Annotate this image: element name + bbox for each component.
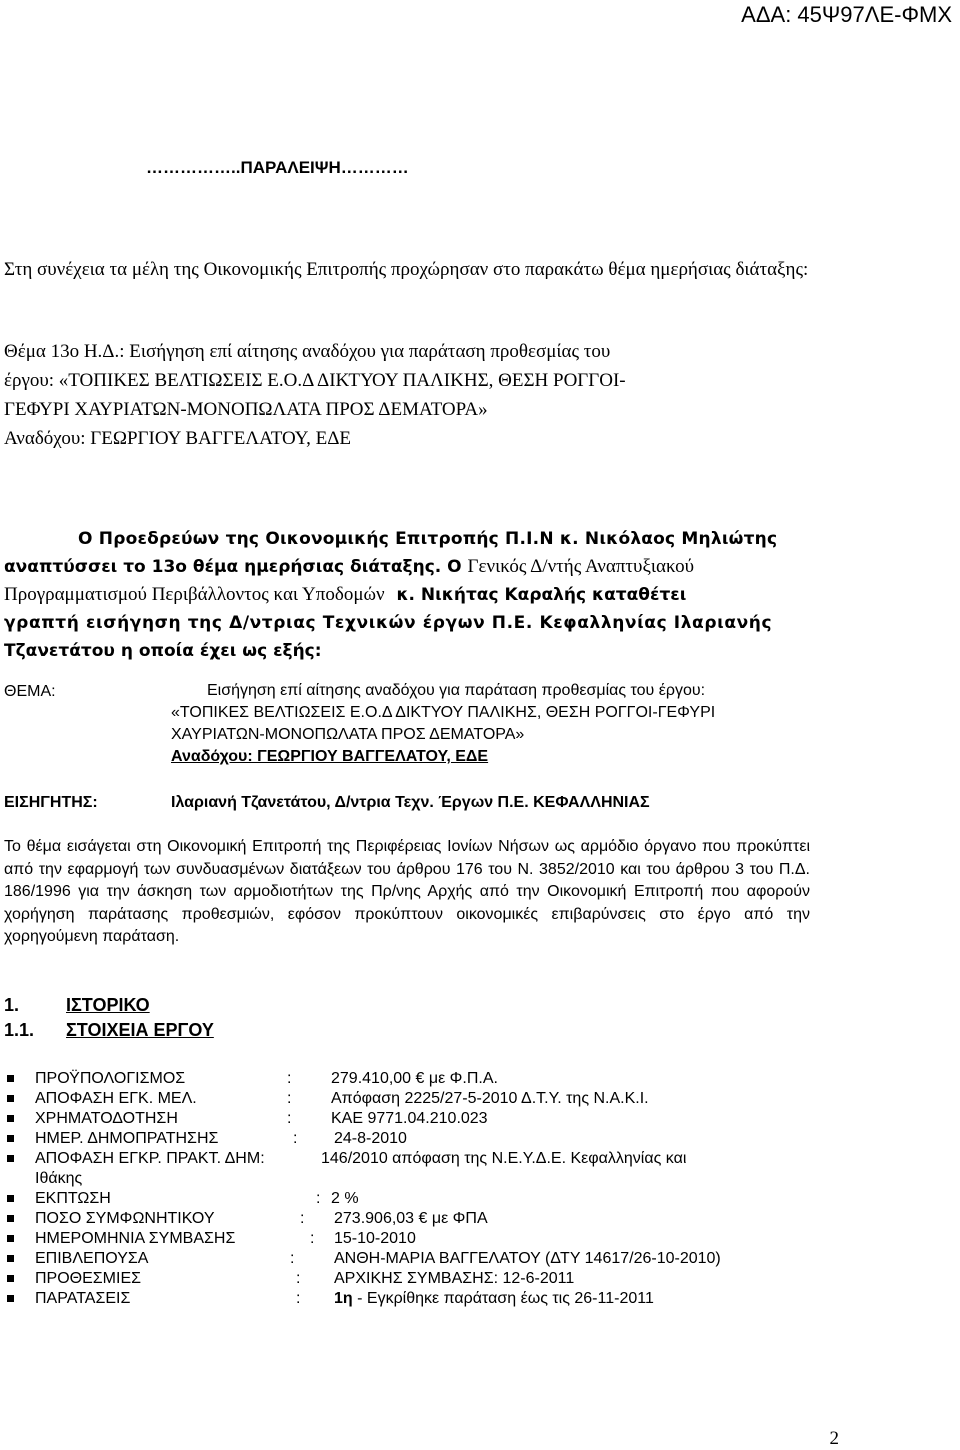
detail-label: ΕΠΙΒΛΕΠΟΥΣΑ bbox=[35, 1250, 149, 1267]
detail-value: ΚΑΕ 9771.04.210.023 bbox=[331, 1110, 488, 1127]
extension-number: 1η bbox=[334, 1290, 353, 1307]
detail-value: 279.410,00 € με Φ.Π.Α. bbox=[331, 1070, 498, 1087]
colon: : bbox=[316, 1190, 321, 1207]
extension-text: - Εγκρίθηκε παράταση έως τις 26-11-2011 bbox=[352, 1290, 654, 1307]
page-number: 2 bbox=[829, 1428, 839, 1449]
detail-value: 24-8-2010 bbox=[334, 1130, 407, 1147]
colon: : bbox=[296, 1290, 301, 1307]
section-title: ΙΣΤΟΡΙΚΟ bbox=[66, 995, 150, 1015]
colon: : bbox=[290, 1250, 295, 1267]
chair-text-serif: Προγραμματισμού Περιβάλλοντος και Υποδομών bbox=[4, 584, 385, 605]
bullet bbox=[7, 1275, 14, 1282]
section-number: 1. bbox=[4, 995, 20, 1015]
detail-value: ΑΡΧΙΚΗΣ ΣΥΜΒΑΣΗΣ: 12-6-2011 bbox=[334, 1270, 575, 1287]
detail-label: ΑΠΟΦΑΣΗ ΕΓΚ. ΜΕΛ. bbox=[35, 1090, 197, 1107]
detail-value: Απόφαση 2225/27-5-2010 Δ.Τ.Υ. της Ν.Α.Κ.Ι. bbox=[331, 1090, 649, 1107]
bullet bbox=[7, 1235, 14, 1242]
chair-line: Τζανετάτου η οποία έχει ως εξής: bbox=[4, 641, 322, 661]
topic-line: ΓΕΦΥΡΙ ΧΑΥΡΙΑΤΩΝ-ΜΟΝΟΠΩΛΑΤΑ ΠΡΟΣ ΔΕΜΑΤΟΡΑ» bbox=[4, 399, 488, 420]
chair-line: Ο Προεδρεύων της Οικονομικής Επιτροπής Π.Ι.Ν κ. Νικόλαος Μηλιώτης bbox=[78, 529, 778, 549]
chair-line bbox=[4, 553, 844, 581]
bullet bbox=[7, 1135, 14, 1142]
agenda-topic bbox=[4, 337, 854, 453]
colon: : bbox=[300, 1210, 305, 1227]
section-heading bbox=[4, 995, 150, 1016]
document-reference-code: ΑΔΑ: 45Ψ97ΛΕ-ΦΜΧ bbox=[741, 2, 952, 27]
bullet bbox=[7, 1255, 14, 1262]
bullet bbox=[7, 1095, 14, 1102]
detail-label: ΠΟΣΟ ΣΥΜΦΩΝΗΤΙΚΟΥ bbox=[35, 1210, 215, 1227]
subject-block bbox=[171, 680, 851, 768]
bullet bbox=[7, 1295, 14, 1302]
detail-value: ΑΝΘΗ-ΜΑΡΙΑ ΒΑΓΓΕΛΑΤΟΥ (ΔΤΥ 14617/26-10-2010) bbox=[334, 1250, 721, 1267]
detail-value-cont: Ιθάκης bbox=[35, 1170, 83, 1187]
detail-label: ΧΡΗΜΑΤΟΔΟΤΗΣΗ bbox=[35, 1110, 178, 1127]
bullet bbox=[7, 1155, 14, 1162]
rapporteur-value: Ιλαριανή Τζανετάτου, Δ/ντρια Τεχν. Έργων Π.Ε. ΚΕΦΑΛΛΗΝΙΑΣ bbox=[171, 794, 650, 811]
detail-label: ΗΜΕΡ. ΔΗΜΟΠΡΑΤΗΣΗΣ bbox=[35, 1130, 219, 1147]
bullet bbox=[7, 1115, 14, 1122]
detail-label: ΠΑΡΑΤΑΣΕΙΣ bbox=[35, 1290, 131, 1307]
detail-value: 15-10-2010 bbox=[334, 1230, 416, 1247]
colon: : bbox=[310, 1230, 315, 1247]
bullet bbox=[7, 1195, 14, 1202]
topic-line: έργου: «ΤΟΠΙΚΕΣ ΒΕΛΤΙΩΣΕΙΣ Ε.Ο.Δ ΔΙΚΤΥΟΥ ΠΑΛΙΚΗΣ, ΘΕΣΗ ΡΟΓΓΟΙ- bbox=[4, 370, 626, 391]
subject-label: ΘΕΜΑ: bbox=[4, 683, 56, 700]
chair-line bbox=[4, 581, 844, 609]
detail-value bbox=[334, 1289, 654, 1309]
detail-value: 273.906,03 € με ΦΠΑ bbox=[334, 1210, 488, 1227]
subject-line: ΧΑΥΡΙΑΤΩΝ-ΜΟΝΟΠΩΛΑΤΑ ΠΡΟΣ ΔΕΜΑΤΟΡΑ» bbox=[171, 726, 525, 743]
chair-statement bbox=[4, 525, 844, 665]
detail-value: 2 % bbox=[331, 1190, 359, 1207]
intro-paragraph: Στη συνέχεια τα μέλη της Οικονομικής Επιτροπής προχώρησαν στο παρακάτω θέμα ημερήσιας διάταξης: bbox=[4, 259, 809, 280]
detail-label: ΠΡΟΘΕΣΜΙΕΣ bbox=[35, 1270, 142, 1287]
colon: : bbox=[293, 1130, 298, 1147]
subsection-heading bbox=[4, 1020, 214, 1041]
colon: : bbox=[287, 1090, 292, 1107]
colon: : bbox=[287, 1070, 292, 1087]
rapporteur-label: ΕΙΣΗΓΗΤΗΣ: bbox=[4, 794, 98, 811]
subject-line: Εισήγηση επί αίτησης αναδόχου για παράταση προθεσμίας του έργου: bbox=[207, 682, 706, 699]
detail-value: 146/2010 απόφαση της Ν.Ε.Υ.Δ.Ε. Κεφαλληνίας και bbox=[321, 1150, 687, 1167]
bullet bbox=[7, 1075, 14, 1082]
chair-text: κ. Νικήτας Καραλής καταθέτει bbox=[396, 585, 687, 605]
body-paragraph: Το θέμα εισάγεται στη Οικονομική Επιτροπή της Περιφέρειας Ιονίων Νήσων ως αρμόδιο όργανο που προκύπτει από την εφαρμογή των συνδυασμένων διατάξεων του άρθρου 176 του Ν. 3852/2010 και του άρθρου 3 του Π.Δ. 186/1996 για την άσκηση των αρμοδιοτήτων της Πρ/νης Αρχής από την Οικονομική Επιτροπή που αφορούν χορήγηση παράτασης προθεσμιών, εφόσον προκύπτουν οικονομικές επιβαρύνσεις στο έργο από την χορηγούμενη παράταση. bbox=[4, 838, 810, 945]
chair-line: γραπτή εισήγηση της Δ/ντριας Τεχνικών έργων Π.Ε. Κεφαλληνίας Ιλαριανής bbox=[4, 613, 773, 633]
bullet bbox=[7, 1215, 14, 1222]
subject-contractor: Αναδόχου: ΓΕΩΡΓΙΟΥ ΒΑΓΓΕΛΑΤΟΥ, ΕΔΕ bbox=[171, 748, 489, 765]
chair-text: αναπτύσσει το 13ο θέμα ημερήσιας διάταξης. Ο bbox=[4, 557, 462, 577]
detail-label: ΗΜΕΡΟΜΗΝΙΑ ΣΥΜΒΑΣΗΣ bbox=[35, 1230, 236, 1247]
detail-label: ΠΡΟΫΠΟΛΟΓΙΣΜΟΣ bbox=[35, 1070, 186, 1087]
detail-label: ΑΠΟΦΑΣΗ ΕΓΚΡ. ΠΡΑΚΤ. ΔΗΜ: bbox=[35, 1150, 265, 1167]
subject-line: «ΤΟΠΙΚΕΣ ΒΕΛΤΙΩΣΕΙΣ Ε.Ο.Δ ΔΙΚΤΥΟΥ ΠΑΛΙΚΗΣ, ΘΕΣΗ ΡΟΓΓΟΙ-ΓΕΦΥΡΙ bbox=[171, 704, 716, 721]
colon: : bbox=[287, 1110, 292, 1127]
chair-text-serif: Γενικός Δ/ντής Αναπτυξιακού bbox=[467, 556, 695, 577]
omission-marker: ……………..ΠΑΡΑΛΕΙΨΗ………… bbox=[146, 158, 409, 177]
colon: : bbox=[296, 1270, 301, 1287]
topic-line: Θέμα 13ο Η.Δ.: Εισήγηση επί αίτησης αναδόχου για παράταση προθεσμίας του bbox=[4, 341, 611, 362]
section-title: ΣΤΟΙΧΕΙΑ ΕΡΓΟΥ bbox=[66, 1020, 214, 1040]
section-number: 1.1. bbox=[4, 1020, 35, 1040]
detail-label: ΕΚΠΤΩΣΗ bbox=[35, 1190, 111, 1207]
topic-line: Αναδόχου: ΓΕΩΡΓΙΟΥ ΒΑΓΓΕΛΑΤΟΥ, ΕΔΕ bbox=[4, 428, 352, 449]
